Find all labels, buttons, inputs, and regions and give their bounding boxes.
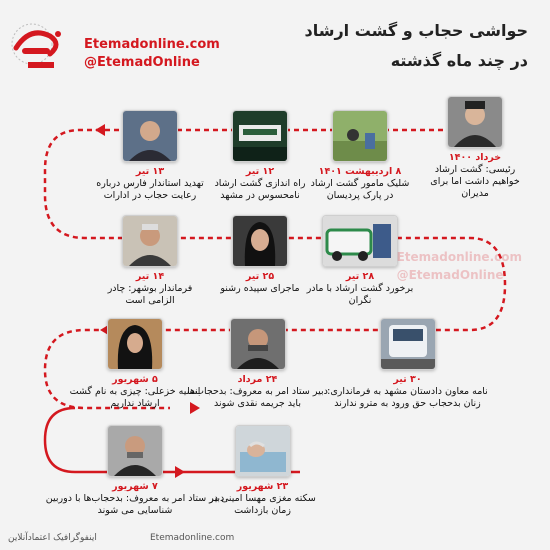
event-23-shahrivar	[205, 425, 320, 517]
event-description: شلیک مامور گشت ارشاد در پارک پردیسان	[310, 178, 410, 201]
photo-bushehr-governor	[122, 215, 178, 267]
watermark-handle: @EtemadOnline	[396, 268, 504, 282]
footer	[0, 528, 550, 550]
photo-sepideh-rashno	[232, 215, 288, 267]
event-30-tir	[320, 318, 495, 410]
event-description: نامه معاون دادستان مشهد به فرمانداری: زنان بدحجاب حق ورود به مترو ندارند	[327, 386, 488, 409]
photo-amr-be-maruf-secretary	[230, 318, 286, 370]
event-5-shahrivar	[65, 318, 205, 410]
event-date: ۲۳ شهریور	[236, 481, 289, 492]
event-24-mordad	[185, 318, 330, 410]
event-date: ۲۵ تیر	[245, 271, 275, 282]
event-description: فرماندار بوشهر: چادر الزامی است	[107, 283, 193, 306]
event-description: برخورد گشت ارشاد با مادر نگران	[306, 283, 414, 306]
photo-fars-governor	[122, 110, 178, 162]
event-description: رئیسی: گشت ارشاد خواهیم داشت اما برای مدیران	[430, 164, 520, 199]
event-date: خرداد ۱۴۰۰	[448, 152, 502, 163]
event-description: انسیه خزعلی: چیزی به نام گشت ارشاد نداریم	[69, 386, 201, 409]
header-site[interactable]: Etemadonline.com	[84, 37, 220, 52]
event-8-ordibehesht	[305, 110, 415, 202]
watermark-site: Etemadonline.com	[396, 250, 522, 264]
event-description: سکته مغزی مهسا امینی در زمان بازداشت	[209, 493, 316, 516]
event-khordad-1400	[420, 96, 530, 200]
footer-site[interactable]: Etemadonline.com	[150, 533, 235, 543]
photo-amr-be-maruf-official	[107, 425, 163, 477]
event-description: دبیر ستاد امر به معروف: بدحجاب‌ها باید جریمه نقدی شوند	[187, 386, 328, 409]
event-date: ۱۲ تیر	[245, 166, 275, 177]
event-date: ۱۳ تیر	[135, 166, 165, 177]
photo-pardisan-park	[332, 110, 388, 162]
title-line-2: در چند ماه گذشته	[390, 51, 528, 70]
event-date: ۲۸ تیر	[345, 271, 375, 282]
event-date: ۷ شهریور	[112, 481, 158, 492]
event-description: ماجرای سپیده رشنو	[220, 283, 300, 294]
event-date: ۲۴ مرداد	[237, 374, 278, 385]
watermark	[397, 248, 522, 284]
event-date: ۵ شهریور	[112, 374, 158, 385]
header-handle[interactable]: @EtemadOnline	[84, 55, 200, 70]
photo-ershad-van	[232, 110, 288, 162]
photo-ershad-vehicle	[322, 215, 398, 267]
event-13-tir	[95, 110, 205, 202]
event-14-tir	[95, 215, 205, 307]
event-description: دبیر ستاد امر به معروف: بدحجاب‌ها با دوربین شناسایی می شوند	[45, 493, 225, 516]
photo-ensieh-khazali	[107, 318, 163, 370]
footer-credit: اینفوگرافیک اعتمادآنلاین	[8, 533, 97, 543]
event-25-tir	[205, 215, 315, 295]
event-date: ۳۰ تیر	[393, 374, 422, 385]
photo-raisi	[447, 96, 503, 148]
event-12-tir	[205, 110, 315, 202]
event-date: ۸ اردیبهشت ۱۴۰۱	[318, 166, 402, 177]
photo-mashhad-metro	[380, 318, 436, 370]
event-description: راه اندازی گشت ارشاد نامحسوس در مشهد	[214, 178, 306, 201]
photo-mahsa-amini	[235, 425, 291, 477]
event-description: تهدید استاندار فارس درباره رعایت حجاب در ادارات	[96, 178, 204, 201]
event-date: ۱۴ تیر	[135, 271, 165, 282]
title-line-1: حواشی حجاب و گشت ارشاد	[304, 21, 528, 40]
